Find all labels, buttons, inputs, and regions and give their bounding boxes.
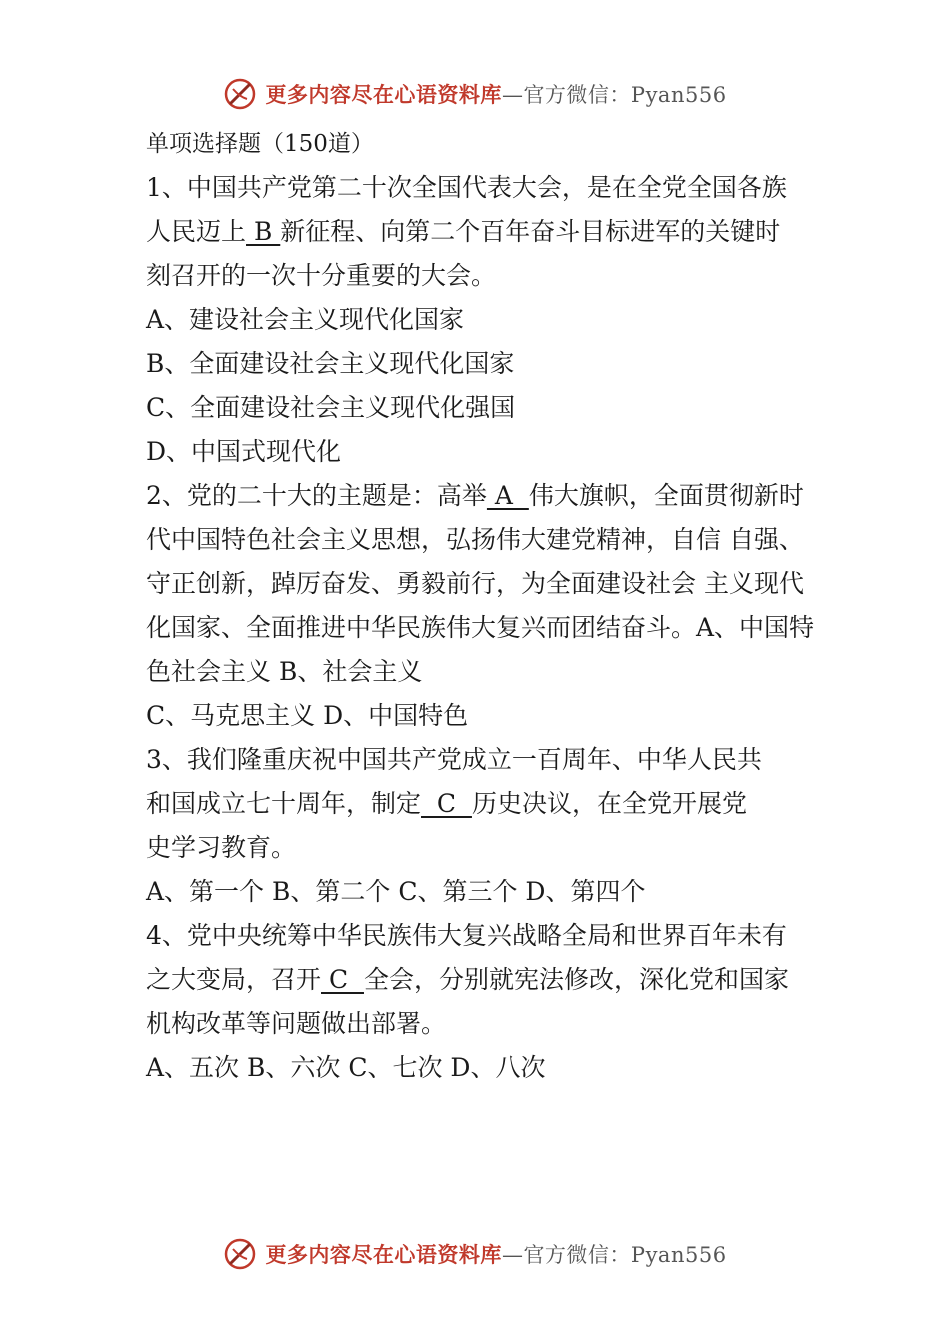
text-line xyxy=(146,430,826,474)
watermark-main-text: 更多内容尽在心语资料库 xyxy=(265,82,502,107)
watermark-header xyxy=(0,72,950,116)
section-title: 单项选择题（150道） xyxy=(146,131,374,157)
question-text xyxy=(146,166,826,1090)
text-line xyxy=(146,694,826,738)
line-text: 刻召开的一次十分重要的大会。 xyxy=(146,261,497,290)
watermark-separator: — xyxy=(501,83,524,107)
text-line xyxy=(146,518,826,562)
line-text: 人民迈上 xyxy=(146,217,247,246)
text-line xyxy=(146,826,826,870)
line-text: 代中国特色社会主义思想，弘扬伟大建党精神，自信 自强、 xyxy=(146,525,804,554)
line-text: 全会，分别就宪法修改，深化党和国家 xyxy=(363,965,789,994)
line-text: 新征程、向第二个百年奋斗目标进军的关键时 xyxy=(280,217,781,246)
line-text: A、第一个 B、第二个 C、第三个 D、第四个 xyxy=(146,877,646,906)
text-line xyxy=(146,782,826,826)
answer-blank: B xyxy=(246,217,281,246)
line-text: A、建设社会主义现代化国家 xyxy=(146,305,465,334)
line-text: C、全面建设社会主义现代化强国 xyxy=(146,393,516,422)
line-text: 历史决议，在全党开展党 xyxy=(471,789,747,818)
watermark-footer xyxy=(0,1232,950,1276)
line-text: 守正创新，踔厉奋发、勇毅前行，为全面建设社会 主义现代 xyxy=(146,569,804,598)
line-text: 史学习教育。 xyxy=(146,833,297,862)
answer-blank: C xyxy=(321,965,364,994)
text-line xyxy=(146,870,826,914)
text-line xyxy=(146,958,826,1002)
text-line xyxy=(146,342,826,386)
line-text: 2、党的二十大的主题是：高举 xyxy=(146,481,487,510)
text-line xyxy=(146,562,826,606)
text-line xyxy=(146,254,826,298)
text-line xyxy=(146,1046,826,1090)
line-text: 之大变局，召开 xyxy=(146,965,322,994)
line-text: A、五次 B、六次 C、七次 D、八次 xyxy=(146,1053,546,1082)
line-text: 和国成立七十周年，制定 xyxy=(146,789,422,818)
line-text: 色社会主义 B、社会主义 xyxy=(146,657,423,686)
watermark-official-text: 官方微信：Pyan556 xyxy=(523,1243,727,1267)
document-body xyxy=(146,122,826,1090)
line-text: B、全面建设社会主义现代化国家 xyxy=(146,349,515,378)
text-line xyxy=(146,738,826,782)
text-line xyxy=(146,474,826,518)
line-text: C、马克思主义 D、中国特色 xyxy=(146,701,469,730)
watermark-main-text: 更多内容尽在心语资料库 xyxy=(265,1242,502,1267)
line-text: 伟大旗帜，全面贯彻新时 xyxy=(528,481,804,510)
text-line xyxy=(146,1002,826,1046)
line-text: 机构改革等问题做出部署。 xyxy=(146,1009,447,1038)
text-line xyxy=(146,386,826,430)
watermark-separator: — xyxy=(501,1243,524,1267)
text-line xyxy=(146,210,826,254)
line-text: 4、党中央统筹中华民族伟大复兴战略全局和世界百年未有 xyxy=(146,921,787,950)
answer-blank: A xyxy=(486,481,529,510)
line-text: D、中国式现代化 xyxy=(146,437,342,466)
line-text: 3、我们隆重庆祝中国共产党成立一百周年、中华人民共 xyxy=(146,745,762,774)
text-line xyxy=(146,166,826,210)
text-line xyxy=(146,914,826,958)
line-text: 化国家、全面推进中华民族伟大复兴而团结奋斗。A、中国特 xyxy=(146,613,815,642)
brush-logo-icon xyxy=(223,1237,257,1271)
brush-logo-icon xyxy=(223,77,257,111)
text-line xyxy=(146,298,826,342)
watermark-official-text: 官方微信：Pyan556 xyxy=(523,83,727,107)
text-line xyxy=(146,606,826,650)
line-text: 1、中国共产党第二十次全国代表大会，是在全党全国各族 xyxy=(146,173,787,202)
answer-blank: C xyxy=(421,789,472,818)
text-line xyxy=(146,650,826,694)
